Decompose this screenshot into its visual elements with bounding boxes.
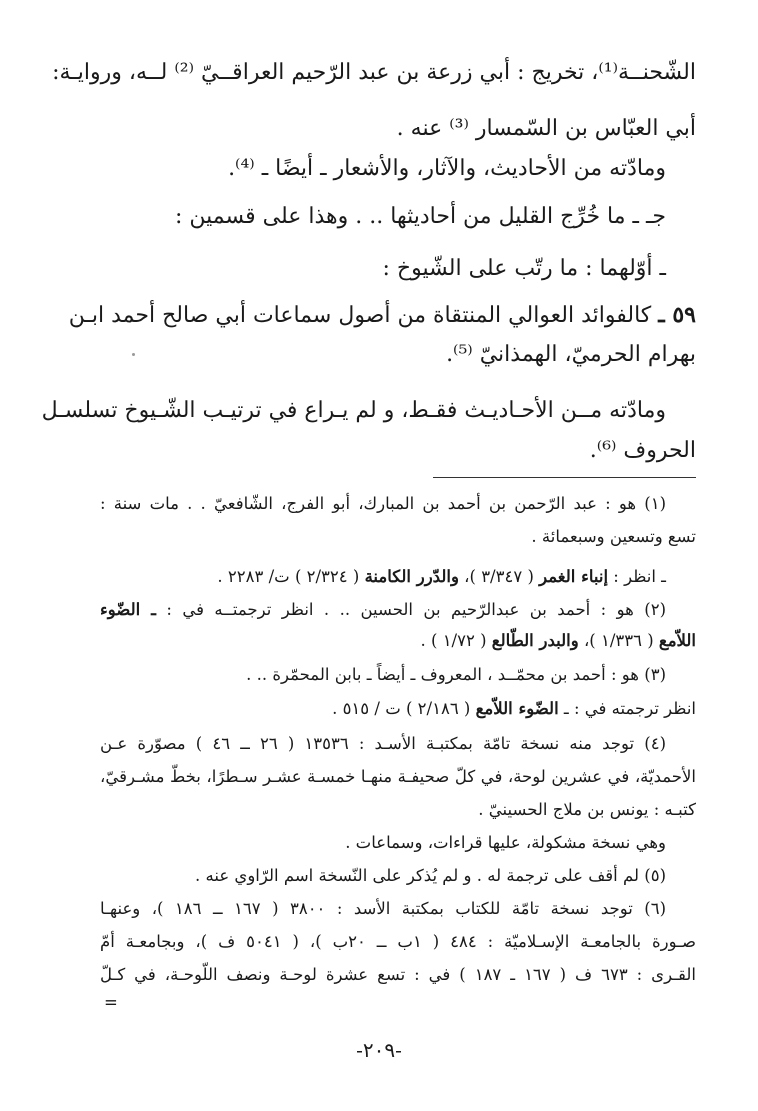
footnote-3-line-2 [100,696,696,722]
main-line-6 [68,298,696,333]
footnote-4-line-1: (٤) توجد منه نسخة تامّة بمكتبـة الأسـد : ١٣٥٣٦ ( ٢٦ ــ ٤٦ ) مصوّرة عـن [100,734,666,753]
continuation-mark: = [104,993,118,1012]
note-text: (٢) هو : أحمد بن عبدالرّحيم بن الحسين .. . انظر ترجمتــه في : [155,600,667,619]
note-text: ( ١/٧٢ ) . [420,631,492,650]
footnote-6-line-3: القـرى : ٦٧٣ ف ( ١٦٧ ـ ١٨٧ ) في : تسع عشرة لوحـة ونصف اللّوحـة، في كـلّ [100,965,696,984]
speck [132,353,135,356]
main-line-3: ومادّته من الأحاديث، والآثار، والأشعار ـ أيضًا ـ ⁽⁴⁾. [228,156,666,181]
footnote-2-line-2 [100,628,696,654]
footnote-separator [433,477,696,478]
main-line-8: ومادّته مــن الأحـاديـث فقـط، و لم يـراع في ترتيـب الشّـيوخ تسلسـل [41,398,666,423]
footnote-5: (٥) لم أقف على ترجمة له . و لم يُذكر على النّسخة اسم الرّاوي عنه . [195,866,666,885]
entry-title: كالفوائد العوالي المنتقاة من أصول سماعات أبي صالح أحمد ابـن [68,303,659,328]
main-line-9: الحروف ⁽⁶⁾. [589,438,696,463]
footnote-6-line-1: (٦) توجد نسخة تامّة للكتاب بمكتبة الأسد : ٣٨٠٠ ( ١٦٧ ــ ١٨٦ )، وعنهـا [100,899,666,918]
page-number: -٢٠٩- [356,1038,402,1062]
footnote-3-line-1: (٣) هو : أحمد بن محمّــد ، المعروف ـ أيضاً ـ بابن المحمّرة .. . [246,665,666,684]
note-text: ( ٢/١٨٦ ) ت / ٥١٥ . [332,699,476,718]
footnote-1-line-3 [100,564,666,590]
footnote-4-line-3: كتبـه : يونس بن ملاج الحسينيّ . [478,800,696,819]
footnote-1-line-1: (١) هو : عبد الرّحمن بن أحمد بن المبارك، أبو الفرج، الشّافعيّ . . مات سنة : [100,494,666,513]
main-line-7: بهرام الحرميّ، الهمذانيّ ⁽⁵⁾. [446,342,696,367]
book-title: الضّوء اللاّمع [475,699,559,718]
book-title: اللاّمع [658,631,696,650]
main-line-1: الشّحنــة⁽¹⁾، تخريج : أبي زرعة بن عبد الرّحيم العراقــيّ ⁽²⁾ لــه، وروايـة: [52,60,696,85]
note-text: ( ٢/٣٢٤ ) ت/ ٢٢٨٣ . [217,567,365,586]
main-line-4: جـ ـ ما خُرِّج القليل من أحاديثها .. . وهذا على قسمين : [175,204,666,229]
main-line-5: ـ أوّلهما : ما رتّب على الشّيوخ : [382,256,666,281]
note-text: ـ انظر : [608,567,666,586]
footnote-6-line-2: صـورة بالجامعـة الإسـلاميّة : ٤٨٤ ( ١ب ــ ٢٠ب )، ( ٥٠٤١ ف )، وبجامعـة أمّ [100,932,696,951]
book-title: ـ الضّوء [100,600,156,619]
book-title: والدّرر الكامنة [364,567,459,586]
note-text: ( ١/٣٣٦ )، [578,631,659,650]
entry-number: ٥٩ ـ [658,302,696,328]
note-text: انظر ترجمته في : ـ [558,699,696,718]
footnote-2-line-1 [100,597,666,623]
note-text: ( ٣/٣٤٧ )، [458,567,540,586]
footnote-4-line-4: وهي نسخة مشكولة، عليها قراءات، وسماعات . [345,833,666,852]
book-title: والبدر الطّالع [491,631,579,650]
main-line-2: أبي العبّاس بن السّمسار ⁽³⁾ عنه . [396,116,696,141]
book-title: إنباء الغمر [539,567,609,586]
footnote-4-line-2: الأحمديّة، في عشرين لوحة، في كلّ صحيفـة منهـا خمسـة عشـر سـطرًا، بخطّ مشـرقيّ، [100,767,696,786]
footnote-1-line-2: تسع وتسعين وسبعمائة . [531,527,696,546]
